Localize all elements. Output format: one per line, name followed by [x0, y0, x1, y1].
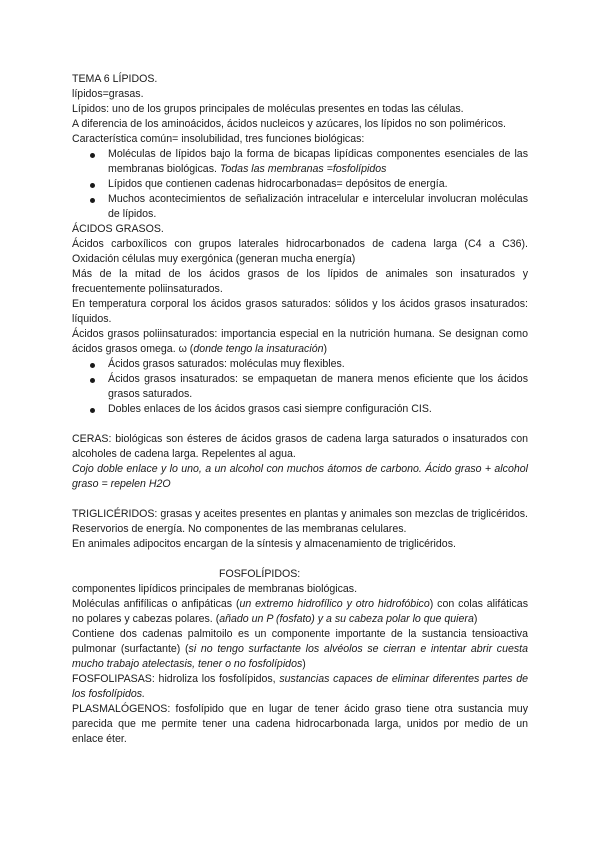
- document-title: TEMA 6 LÍPIDOS.: [72, 73, 158, 85]
- list-item: Muchos acontecimientos de señalización intracelular e intercelular involucran moléculas de lípidos.: [72, 192, 528, 222]
- triglycerides-paragraph: En animales adipocitos encargan de la síntesis y almacenamiento de triglicéridos.: [72, 538, 456, 550]
- annotation-note: añado un P (fosfato) y a su cabeza polar lo que quiera: [219, 613, 474, 625]
- lipids-common-feature: Característica común= insolubilidad, tres funciones biológicas:: [72, 133, 365, 145]
- list-item: Ácidos grasos insaturados: se empaquetan de manera menos eficiente que los ácidos grasos saturados.: [72, 372, 528, 402]
- lipids-difference: A diferencia de los aminoácidos, ácidos nucleicos y azúcares, los lípidos no son poliméricos.: [72, 118, 506, 130]
- fatty-acids-paragraph: En temperatura corporal los ácidos grasos saturados: sólidos y los ácidos grasos insaturados: líquidos.: [72, 298, 528, 325]
- fatty-acids-list: [72, 357, 528, 417]
- phospholipids-paragraph: Contiene dos cadenas palmitoilo es un componente importante de la sustancia tensioactiva pulmonar (surfactante) (si no tengo surfactante los alvéolos se cierran e intentar abrir cuesta mucho trabajo atelectasis, tener o no fosfolípidos): [72, 628, 529, 670]
- list-item: Moléculas de lípidos bajo la forma de bicapas lipídicas componentes esenciales de las membranas biológicas. Todas las membranas =fosfolípidos: [72, 147, 528, 177]
- waxes-paragraph: CERAS: biológicas son ésteres de ácidos grasos de cadena larga saturados o insaturados con alcoholes de cadena larga. Repelentes al agua.: [72, 433, 528, 460]
- phospholipases-paragraph: FOSFOLIPASAS: hidroliza los fosfolípidos, sustancias capaces de eliminar diferentes partes de los fosfolípidos.: [72, 673, 528, 700]
- annotation-note: Cojo doble enlace y lo uno, a un alcohol con muchos átomos de carbono. Ácido graso + alcohol graso = repelen H2O: [72, 463, 528, 490]
- fatty-acids-paragraph: Más de la mitad de los ácidos grasos de los lípidos de animales son insaturados y frecuentemente poliinsaturados.: [72, 268, 528, 295]
- annotation-note: Todas las membranas =fosfolípidos: [219, 163, 387, 175]
- section-heading-phospholipids: FOSFOLÍPIDOS:: [219, 568, 301, 580]
- fatty-acids-paragraph: Ácidos grasos poliinsaturados: importancia especial en la nutrición humana. Se designan como ácidos grasos omega. ω (donde tengo la insaturación): [72, 328, 528, 355]
- phospholipids-paragraph: Moléculas anfifílicas o anfipáticas (un extremo hidrofílico y otro hidrofóbico) con colas alifáticas no polares y cabezas polares. (añado un P (fosfato) y a su cabeza polar lo que quiera): [72, 598, 528, 625]
- triglycerides-paragraph: TRIGLICÉRIDOS: grasas y aceites presentes en plantas y animales son mezclas de triglicéridos. Reservorios de energía. No componentes de las membranas celulares.: [72, 508, 528, 535]
- lipids-definition: Lípidos: uno de los grupos principales de moléculas presentes en todas las células.: [72, 103, 464, 115]
- annotation-note: sustancias capaces de eliminar diferentes partes de los fosfolípidos.: [72, 673, 528, 700]
- list-item: Dobles enlaces de los ácidos grasos casi siempre configuración CIS.: [72, 402, 528, 417]
- functions-list: [72, 147, 528, 222]
- annotation-note: si no tengo surfactante los alvéolos se cierran e intentar abrir cuesta mucho trabajo atelectasis, tener o no fosfolípidos: [72, 643, 529, 670]
- fatty-acids-paragraph: Ácidos carboxílicos con grupos laterales hidrocarbonados de cadena larga (C4 a C36). Oxidación células muy exergónica (generan mucha energía): [72, 238, 528, 265]
- document-body: [72, 72, 528, 747]
- document-subtitle: lípidos=grasas.: [72, 88, 144, 100]
- list-item: Ácidos grasos saturados: moléculas muy flexibles.: [72, 357, 528, 372]
- annotation-note: donde tengo la insaturación: [193, 343, 324, 355]
- section-heading-fatty-acids: ÁCIDOS GRASOS.: [72, 223, 164, 235]
- annotation-note: un extremo hidrofílico y otro hidrofóbico: [239, 598, 430, 610]
- phospholipids-paragraph: componentes lipídicos principales de membranas biológicas.: [72, 583, 358, 595]
- plasmalogens-paragraph: PLASMALÓGENOS: fosfolípido que en lugar de tener ácido graso tiene otra sustancia muy parecida que me permite tener una cadena hidrocarbonada larga, unidos por medio de un enlace éter.: [72, 703, 528, 745]
- list-item: Lípidos que contienen cadenas hidrocarbonadas= depósitos de energía.: [72, 177, 528, 192]
